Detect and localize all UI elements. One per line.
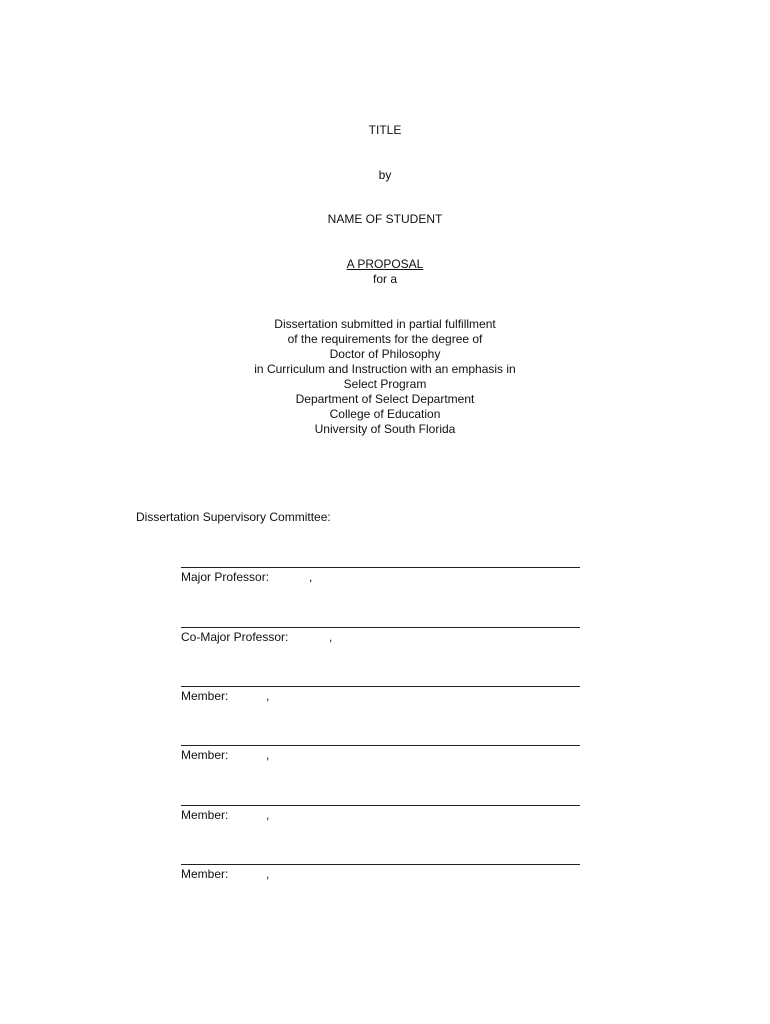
signature-name-separator: , xyxy=(266,748,270,762)
signature-label xyxy=(181,630,580,645)
document-title: TITLE xyxy=(368,123,402,137)
signature-block-major-professor xyxy=(181,567,580,585)
signature-line xyxy=(181,745,580,746)
proposal-label: A PROPOSAL xyxy=(346,257,424,271)
description-line: of the requirements for the degree of xyxy=(287,332,483,346)
signature-name-separator: , xyxy=(266,689,270,703)
signature-label xyxy=(181,867,580,882)
signature-line xyxy=(181,686,580,687)
description-line: Department of Select Department xyxy=(295,392,475,406)
signature-label xyxy=(181,689,580,704)
signature-line xyxy=(181,567,580,568)
signature-role: Co-Major Professor: xyxy=(181,630,289,644)
proposal-heading xyxy=(0,257,770,272)
signature-role: Member: xyxy=(181,867,229,881)
signature-line xyxy=(181,864,580,865)
for-a-line: for a xyxy=(372,272,397,286)
signature-block-co-major-professor xyxy=(181,627,580,645)
signature-name-separator: , xyxy=(266,867,270,881)
description-line: Doctor of Philosophy xyxy=(329,347,441,361)
signature-block-member-2 xyxy=(181,745,580,763)
signature-role: Member: xyxy=(181,689,229,703)
degree-description xyxy=(0,317,770,437)
signature-line xyxy=(181,627,580,628)
signature-role: Member: xyxy=(181,748,229,762)
signature-label xyxy=(181,748,580,763)
signature-name-separator: , xyxy=(266,808,270,822)
by-line: by xyxy=(378,168,392,182)
description-line: University of South Florida xyxy=(314,422,456,436)
signature-role: Major Professor: xyxy=(181,570,270,584)
signature-block-member-3 xyxy=(181,805,580,823)
signature-block-member-1 xyxy=(181,686,580,704)
signature-name-separator: , xyxy=(309,570,313,584)
student-name: NAME OF STUDENT xyxy=(327,212,443,226)
description-line: in Curriculum and Instruction with an emphasis in xyxy=(254,362,516,376)
signature-label xyxy=(181,570,580,585)
signature-block-member-4 xyxy=(181,864,580,882)
committee-heading: Dissertation Supervisory Committee: xyxy=(136,510,331,524)
signature-role: Member: xyxy=(181,808,229,822)
description-line: Select Program xyxy=(343,377,427,391)
description-line: Dissertation submitted in partial fulfillment xyxy=(274,317,496,331)
signature-name-separator: , xyxy=(329,630,333,644)
signature-label xyxy=(181,808,580,823)
signature-line xyxy=(181,805,580,806)
description-line: College of Education xyxy=(329,407,441,421)
